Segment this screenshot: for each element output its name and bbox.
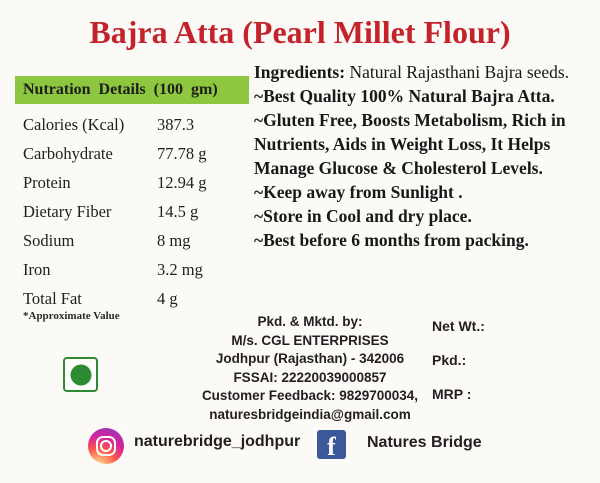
table-row: [15, 197, 249, 226]
table-row: [15, 168, 249, 197]
mrp-label: MRP :: [432, 386, 472, 402]
table-row: [15, 110, 249, 139]
packer-details: [172, 313, 448, 424]
table-row: [15, 284, 249, 313]
product-title: Bajra Atta (Pearl Millet Flour): [89, 14, 511, 50]
nutrient-name: Carbohydrate: [23, 144, 113, 163]
instagram-icon: [88, 428, 124, 464]
nutrient-value: 77.78 g: [157, 144, 207, 163]
best-before-note: ~Best before 6 months from packing.: [254, 230, 529, 250]
nutrient-name: Iron: [23, 260, 51, 279]
storage-instruction: ~Keep away from Sunlight .: [254, 182, 463, 202]
packed-date-label: Pkd.:: [432, 352, 467, 368]
product-claim: ~Best Quality 100% Natural Bajra Atta.: [254, 86, 555, 106]
vegetarian-mark-icon: [63, 357, 98, 392]
vegetarian-dot: [70, 364, 91, 385]
contact-email: naturesbridgeindia@gmail.com: [209, 406, 411, 422]
nutrient-name: Sodium: [23, 231, 75, 250]
instagram-handle: naturebridge_jodhpur: [134, 433, 301, 450]
nutrient-name: Total Fat: [23, 289, 82, 308]
table-row: [15, 226, 249, 255]
instagram-camera-flash: [119, 430, 122, 433]
ingredients-text: Natural Rajasthani Bajra seeds.: [345, 62, 570, 82]
nutrition-table: [15, 76, 249, 322]
facebook-f-glyph: f: [327, 432, 336, 459]
ingredients-label: Ingredients:: [254, 62, 346, 82]
table-row: [15, 255, 249, 284]
packer-line: Pkd. & Mktd. by:: [257, 314, 363, 329]
packer-address: Jodhpur (Rajasthan) - 342006: [215, 351, 405, 366]
product-claim: ~Gluten Free, Boosts Metabolism, Rich in Nutrients, Aids in Weight Loss, It Helps Manage Glucose & Cholesterol Levels.: [254, 110, 566, 178]
packer-company: M/s. CGL ENTERPRISES: [231, 332, 389, 348]
instagram-camera-lens: [100, 440, 112, 452]
ingredients-line: [254, 60, 598, 84]
nutrient-name: Protein: [23, 173, 71, 192]
nutrition-table-header: Nutration Details (100 gm): [15, 76, 249, 104]
net-weight-label: Net Wt.:: [432, 318, 485, 334]
nutrient-name: Calories (Kcal): [23, 115, 125, 134]
nutrient-value: 3.2 mg: [157, 260, 203, 279]
customer-feedback-phone: Customer Feedback: 9829700034,: [201, 388, 419, 403]
facebook-page-name: Natures Bridge: [367, 434, 482, 451]
nutrient-value: 12.94 g: [157, 173, 207, 192]
product-description: [254, 60, 598, 252]
nutrient-value: 8 mg: [157, 231, 191, 250]
fssai-number: FSSAI: 22220039000857: [233, 369, 387, 385]
nutrient-value: 4 g: [157, 289, 178, 308]
table-row: [15, 139, 249, 168]
nutrient-value: 387.3: [157, 115, 195, 134]
facebook-icon: [317, 430, 346, 459]
approximate-value-note: *Approximate Value: [23, 310, 120, 322]
nutrition-rows: [15, 104, 249, 313]
nutrient-value: 14.5 g: [157, 202, 199, 221]
storage-instruction: ~Store in Cool and dry place.: [254, 206, 472, 226]
nutrient-name: Dietary Fiber: [23, 202, 112, 221]
